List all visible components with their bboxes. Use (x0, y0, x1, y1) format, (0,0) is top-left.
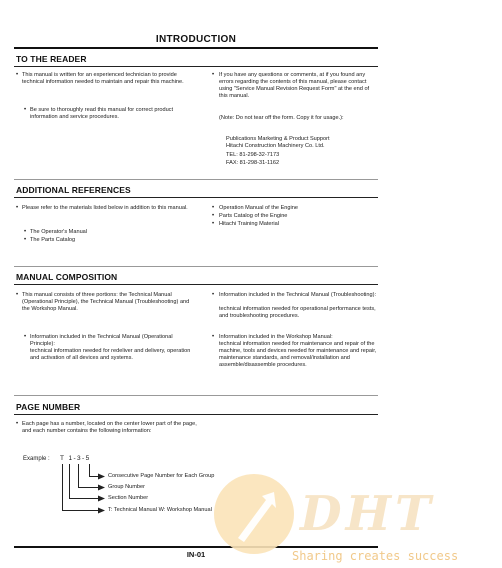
reader-left-paragraph-1: This manual is written for an experienced technician to provide technical information needed to maintain and repair this machine. (22, 72, 184, 86)
page-number: IN-01 (186, 550, 206, 559)
section-heading-to-the-reader: TO THE READER (16, 54, 87, 64)
composition-left-paragraph-1: This manual consists of three portions: the Technical Manual (Operational Principle), the Technical Manual (Troubleshooting) and the Workshop Manual. (22, 292, 190, 313)
refs-left-paragraph: Please refer to the materials listed below in addition to this manual. (22, 205, 188, 211)
section-heading-page-number: PAGE NUMBER (16, 402, 81, 412)
arrow-right-icon (98, 507, 106, 514)
refs-left-item-2: The Parts Catalog (30, 237, 76, 243)
footer-rule (14, 546, 378, 548)
section-rule (14, 66, 378, 67)
bullet: • (24, 107, 27, 113)
watermark-brand: DHT (300, 486, 435, 542)
section-rule (14, 414, 378, 415)
connector-line (62, 464, 63, 511)
example-code: T 1-3-5 (60, 455, 91, 462)
bullet: • (16, 292, 19, 298)
refs-right-item-1: Operation Manual of the Engine (219, 205, 298, 211)
page-title: INTRODUCTION (155, 34, 237, 45)
bullet: • (212, 72, 215, 78)
bullet: • (212, 292, 215, 298)
arrow-right-icon (98, 495, 106, 502)
composition-right-title-1: Information included in the Technical Manual (Troubleshooting): (219, 292, 377, 298)
bullet: • (24, 229, 27, 235)
example-label: Example : (23, 456, 50, 462)
refs-right-item-2: Parts Catalog of the Engine (219, 213, 288, 219)
composition-left-body-2: technical information needed for redeliver and delivery, operation and activation of all devices and systems. (30, 348, 191, 362)
example-label-3: Section Number (108, 495, 149, 501)
section-heading-manual-composition: MANUAL COMPOSITION (16, 272, 118, 282)
composition-right-body-1: technical information needed for operational performance tests, and troubleshooting procedures. (219, 306, 376, 320)
connector-line (78, 487, 100, 488)
section-heading-additional-references: ADDITIONAL REFERENCES (16, 185, 131, 195)
title-rule (14, 47, 378, 49)
composition-left-title-2: Information included in the Technical Manual (Operational Principle): (30, 334, 173, 348)
section-divider (14, 395, 378, 396)
contact-line-2: Hitachi Construction Machinery Co. Ltd. (226, 143, 325, 149)
section-divider (14, 179, 378, 180)
example-label-4: T: Technical Manual W: Workshop Manual (108, 507, 212, 513)
composition-right-body-2: technical information needed for maintenance and repair of the machine, tools and devices needed for maintenance and repair, maintenance standards, and removal/installation and assemble/disassemble procedures. (219, 341, 377, 369)
composition-right-title-2: Information included in the Workshop Manual: (219, 334, 333, 340)
page-number-intro: Each page has a number, located on the center lower part of the page, and each number contains the following information: (22, 421, 197, 435)
section-divider (14, 266, 378, 267)
section-rule (14, 284, 378, 285)
arrow-right-icon (98, 484, 106, 491)
bullet: • (212, 205, 215, 211)
reader-right-paragraph-1: If you have any questions or comments, at if you found any errors regarding the contents of this manual, please contact using "Service Manual Revision Request Form" at the end of this manual. (219, 72, 370, 100)
contact-line-1: Publications Marketing & Product Support (226, 136, 330, 142)
refs-right-item-3: Hitachi Training Material (219, 221, 280, 227)
section-rule (14, 197, 378, 198)
connector-line (69, 498, 100, 499)
connector-line (62, 510, 100, 511)
bullet: • (212, 213, 215, 219)
bullet: • (16, 72, 19, 78)
bullet: • (212, 334, 215, 340)
refs-left-item-1: The Operator's Manual (30, 229, 88, 235)
bullet: • (212, 221, 215, 227)
connector-line (78, 464, 79, 488)
bullet: • (16, 205, 19, 211)
reader-left-paragraph-2: Be sure to thoroughly read this manual for correct product information and service procedures. (30, 107, 174, 121)
reader-right-note: (Note: Do not tear off the form. Copy it for usage.): (219, 115, 344, 121)
contact-line-3: TEL: 81-298-32-7173 (226, 152, 280, 158)
watermark-arrow-icon (228, 486, 284, 546)
bullet: • (16, 421, 19, 427)
arrow-right-icon (98, 473, 106, 480)
example-label-1: Consecutive Page Number for Each Group (108, 473, 215, 479)
example-label-2: Group Number (108, 484, 145, 490)
bullet: • (24, 237, 27, 243)
watermark-slogan: Sharing creates success (292, 549, 459, 563)
contact-line-4: FAX: 81-298-31-1162 (226, 160, 280, 166)
connector-line (69, 464, 70, 499)
bullet: • (24, 334, 27, 340)
